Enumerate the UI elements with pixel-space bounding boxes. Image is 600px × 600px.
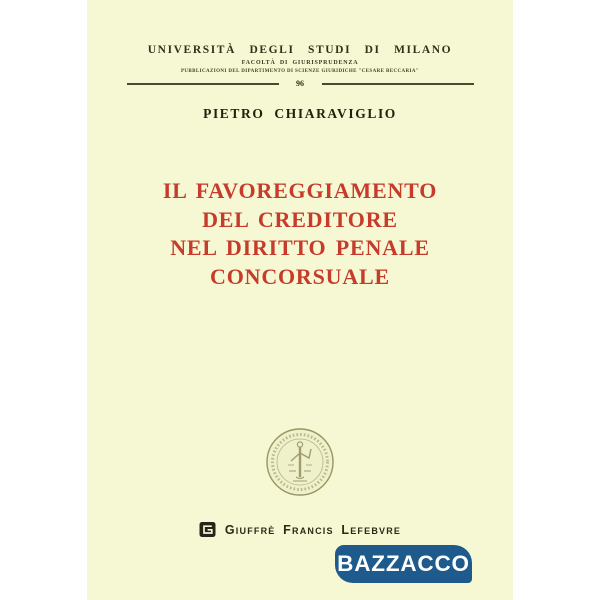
cover-header bbox=[87, 44, 513, 74]
publisher-block bbox=[87, 521, 513, 538]
header-divider bbox=[87, 80, 513, 88]
retailer-banner bbox=[335, 545, 472, 583]
seal-container bbox=[87, 427, 513, 502]
retailer-name: BAZZACCO bbox=[337, 550, 470, 576]
author-name: PIETRO CHIARAVIGLIO bbox=[203, 106, 397, 121]
title-line: DEL CREDITORE bbox=[202, 206, 398, 232]
volume-number: 96 bbox=[296, 79, 304, 88]
title-line: CONCORSUALE bbox=[210, 263, 390, 289]
publisher-logo-icon bbox=[199, 521, 216, 538]
book-cover bbox=[87, 0, 513, 600]
faculty-name: FACOLTÀ DI GIURISPRUDENZA bbox=[241, 60, 359, 66]
university-name: UNIVERSITÀ DEGLI STUDI DI MILANO bbox=[147, 44, 453, 56]
title-line: NEL DIRITTO PENALE bbox=[170, 235, 430, 260]
divider-line-left bbox=[127, 83, 279, 85]
book-title bbox=[87, 177, 513, 291]
series-name: PUBBLICAZIONI DEL DIPARTIMENTO DI SCIENZE GIURIDICHE "CESARE BECCARIA" bbox=[180, 68, 420, 74]
title-line: IL FAVOREGGIAMENTO bbox=[162, 178, 438, 203]
divider-line-right bbox=[322, 83, 474, 85]
university-seal-icon bbox=[265, 427, 335, 502]
publisher-name: Giuffrè Francis Lefebvre bbox=[224, 523, 402, 537]
